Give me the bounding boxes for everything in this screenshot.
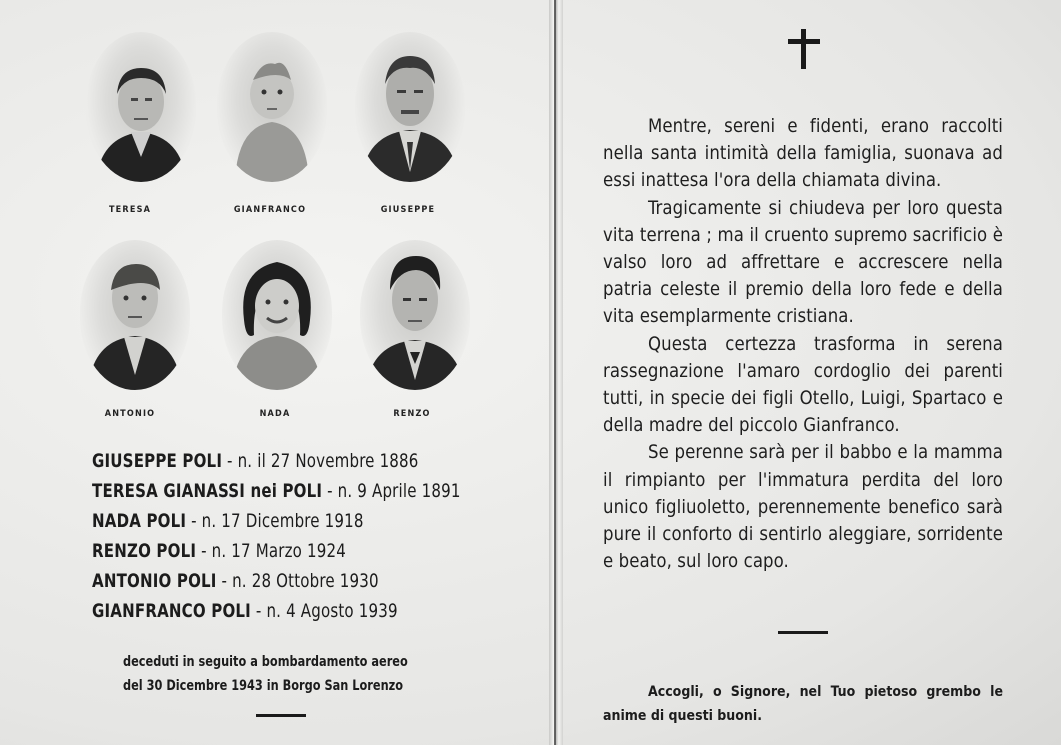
photo-caption: GIUSEPPE: [380, 205, 436, 215]
paragraph: Tragicamente si chiudeva per loro questa vita terrena ; ma il cruento supremo sacrificio è valso loro ad affrettare e accrescere nella patria celeste il premio della loro fede e della vita esemplarmente cristiana.: [603, 197, 1003, 328]
portrait-giuseppe: [355, 32, 465, 182]
record-separator: -: [216, 570, 233, 592]
record-separator: -: [186, 510, 202, 532]
closing-prayer: Accogli, o Signore, nel Tuo pietoso grembo le anime di questi buoni.: [603, 684, 1003, 724]
record-separator: -: [196, 540, 212, 562]
record-separator: -: [322, 480, 338, 502]
portrait-nada: [222, 240, 332, 390]
record-line: [92, 600, 398, 622]
record-line: [92, 510, 364, 532]
record-date: n. 17 Dicembre 1918: [201, 510, 364, 532]
portrait-teresa: [86, 32, 196, 182]
record-name: GIUSEPPE POLI: [92, 450, 223, 472]
record-date: n. 28 Ottobre 1930: [232, 570, 379, 592]
record-date: n. 9 Aprile 1891: [337, 480, 461, 502]
portrait-gianfranco: [217, 32, 327, 182]
photo-caption: TERESA: [108, 205, 152, 215]
record-date: n. 17 Marzo 1924: [211, 540, 346, 562]
record-line: [92, 480, 461, 502]
record-name: RENZO POLI: [92, 540, 197, 562]
paragraph: Se perenne sarà per il babbo e la mamma il rimpianto per l'immatura perdita del loro unico figliuoletto, perennemente benefico sarà pure il conforto di sentirlo aleggiare, sorridente e beato, sul loro capo.: [603, 442, 1003, 573]
record-line: [92, 540, 346, 562]
divider-left: [256, 714, 306, 717]
record-name: GIANFRANCO POLI: [92, 600, 251, 622]
deceased-note-line-2: del 30 Dicembre 1943 in Borgo San Lorenzo: [123, 678, 404, 694]
record-line: [92, 450, 419, 472]
record-separator: -: [222, 450, 238, 472]
photo-caption: GIANFRANCO: [233, 205, 307, 215]
record-name: TERESA GIANASSI nei POLI: [92, 480, 323, 502]
photo-caption: NADA: [259, 409, 291, 419]
portrait-renzo: [360, 240, 470, 390]
record-separator: -: [250, 600, 267, 622]
record-date: n. il 27 Novembre 1886: [237, 450, 419, 472]
record-name: ANTONIO POLI: [92, 570, 217, 592]
cross-icon: [786, 29, 822, 69]
paragraph: Mentre, sereni e fidenti, erano raccolti nella santa intimità della famiglia, suonava ad essi inattesa l'ora della chiamata divina.: [603, 116, 1003, 192]
record-line: [92, 570, 379, 592]
photo-caption: ANTONIO: [104, 409, 156, 419]
divider-right: [778, 631, 828, 634]
deceased-note-line-1: deceduti in seguito a bombardamento aereo: [123, 654, 408, 670]
memorial-text: [603, 113, 1003, 575]
portrait-antonio: [80, 240, 190, 390]
record-name: NADA POLI: [92, 510, 187, 532]
paragraph: Questa certezza trasforma in serena rassegnazione l'amaro cordoglio dei parenti tutti, in specie dei figli Otello, Luigi, Spartaco e della madre del piccolo Gianfranco.: [603, 333, 1003, 437]
record-date: n. 4 Agosto 1939: [266, 600, 398, 622]
photo-caption: RENZO: [393, 409, 431, 419]
card-fold: [549, 0, 563, 745]
